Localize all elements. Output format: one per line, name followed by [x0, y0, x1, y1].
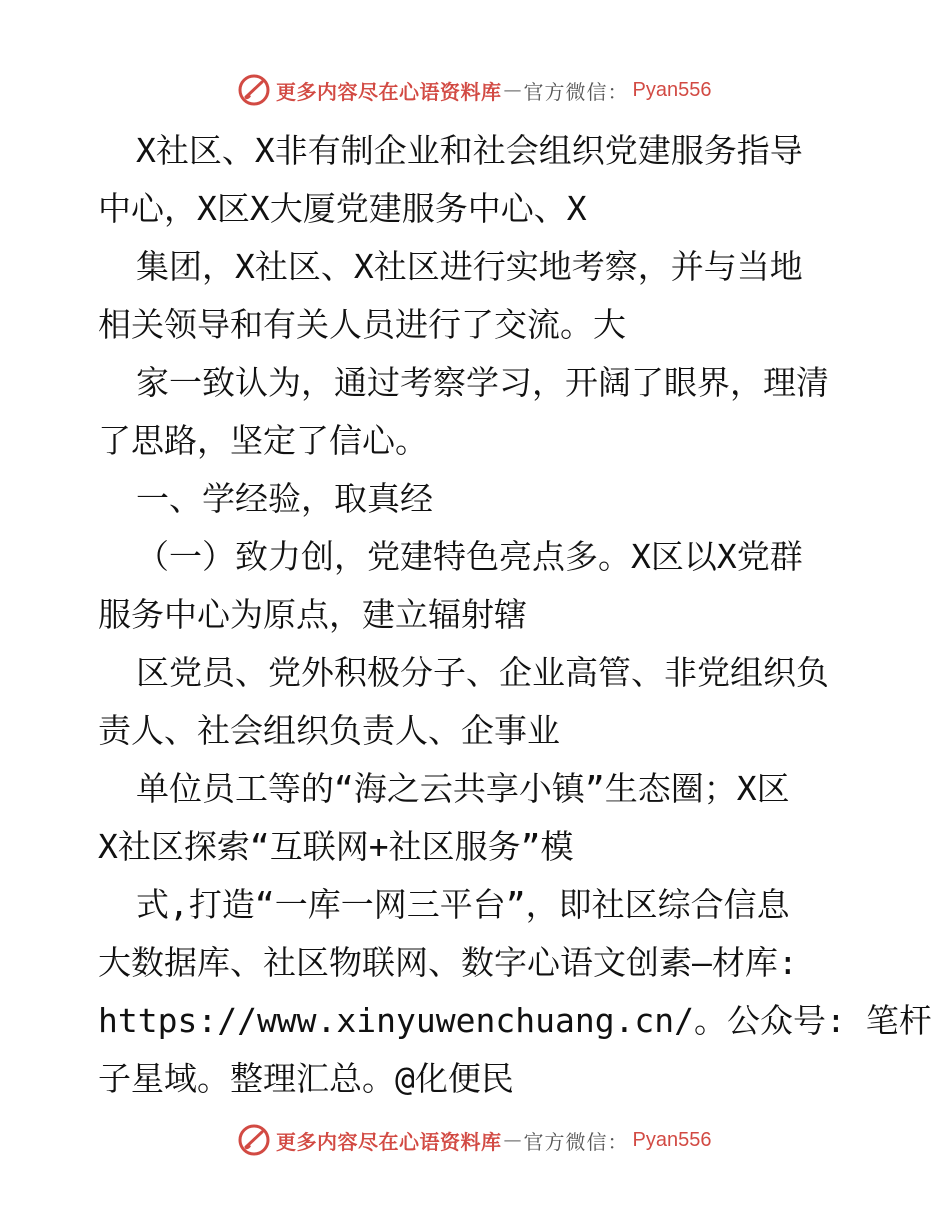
banner-main-text: 更多内容尽在心语资料库 — [276, 1129, 502, 1154]
body-line: 式,打造“一库一网三平台”，即社区综合信息 — [136, 885, 790, 924]
body-line: 中心，X区X大厦党建服务中心、X — [98, 189, 587, 228]
banner-wechat-id: Pyan556 — [632, 1128, 712, 1151]
document-body — [98, 122, 932, 1108]
body-line: 服务中心为原点，建立辐射辖 — [98, 595, 527, 634]
body-line: 了思路，坚定了信心。 — [98, 421, 428, 460]
subsection-heading: （一）致力创，党建特色亮点多。X区以X党群 — [136, 537, 803, 576]
body-line: 子星域。整理汇总。@化便民 — [98, 1059, 514, 1098]
ink-brush-logo-icon — [236, 72, 272, 108]
banner-official-label: 官方微信： — [523, 79, 629, 104]
banner-separator: — — [503, 1129, 522, 1151]
body-line: 家一致认为，通过考察学习，开阔了眼界，理清 — [136, 363, 829, 402]
banner-separator: — — [503, 79, 522, 101]
body-line: X社区探索“互联网+社区服务”模 — [98, 827, 574, 866]
ink-brush-logo-icon — [236, 1122, 272, 1158]
body-line: 相关领导和有关人员进行了交流。大 — [98, 305, 626, 344]
banner-main-text: 更多内容尽在心语资料库 — [276, 79, 502, 104]
body-line-url: https://www.xinyuwenchuang.cn/。公众号: 笔杆 — [98, 1001, 932, 1040]
footer-watermark-banner — [236, 1120, 711, 1160]
header-watermark-banner — [236, 70, 711, 110]
body-line: 大数据库、社区物联网、数字心语文创素—材库: — [98, 943, 798, 982]
body-line: 责人、社会组织负责人、企事业 — [98, 711, 560, 750]
body-line: 单位员工等的“海之云共享小镇”生态圈；X区 — [136, 769, 790, 808]
body-line: X社区、X非有制企业和社会组织党建服务指导 — [136, 131, 803, 170]
banner-wechat-id: Pyan556 — [632, 78, 712, 101]
section-heading: 一、学经验，取真经 — [136, 479, 433, 518]
banner-official-label: 官方微信： — [523, 1129, 629, 1154]
body-line: 集团，X社区、X社区进行实地考察，并与当地 — [136, 247, 803, 286]
body-line: 区党员、党外积极分子、企业高管、非党组织负 — [136, 653, 829, 692]
